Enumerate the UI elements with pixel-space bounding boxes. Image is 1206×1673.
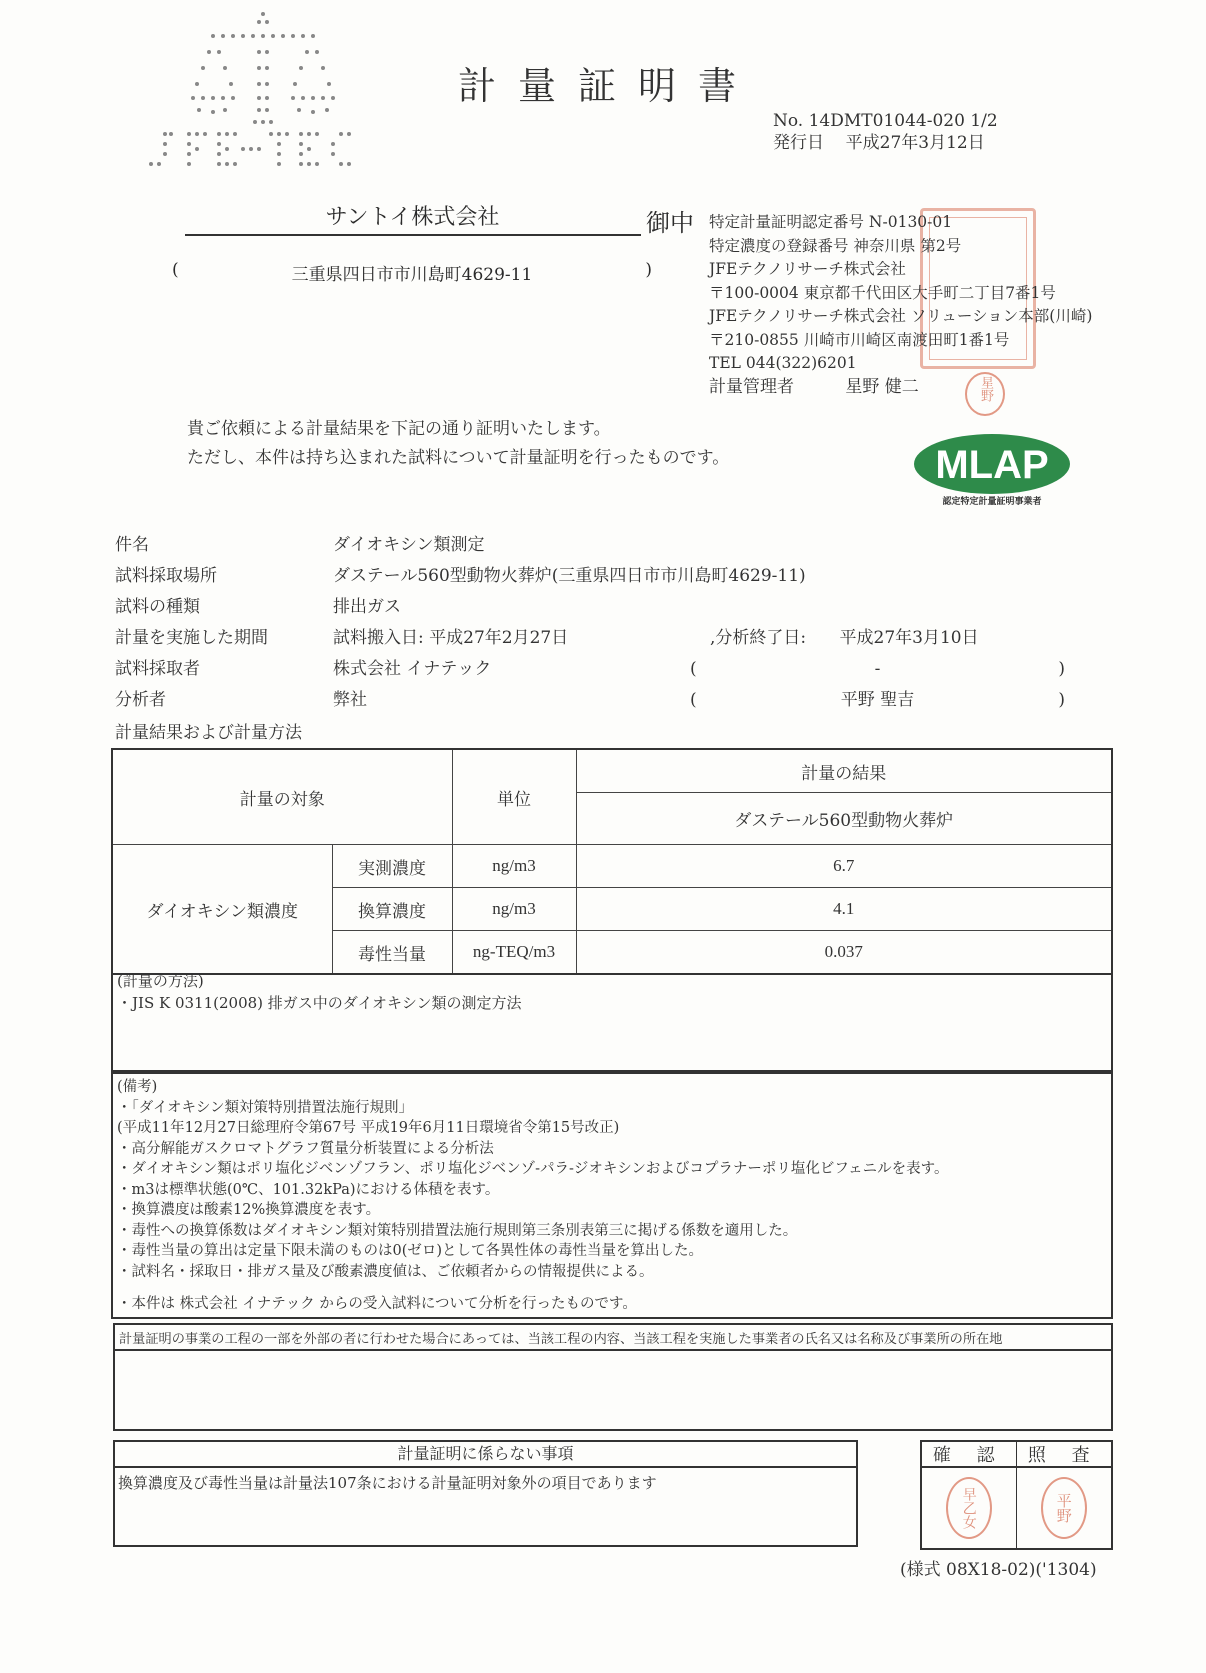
sampler-value: 株式会社 イナテック [333,659,492,679]
analyst-person-group: ( 平野 聖吉 ) [690,685,1065,716]
confirm-label: 確 認 [922,1442,1017,1468]
note-line-last: ・本件は 株式会社 イナテック からの受入試料について分析を行ったものです。 [117,1296,637,1312]
note-line: ・ダイオキシン類はポリ塩化ジベンゾフラン、ポリ塩化ジベンゾ-パラ-ジオキシンおよびコプラナーポリ塩化ビフェニルを表す。 [117,1161,949,1177]
location-value: ダステール560型動物火葬炉(三重県四日市市川島町4629-11) [333,566,806,586]
header-sample: ダステール560型動物火葬炉 [576,793,1112,845]
review-label: 照 査 [1017,1442,1112,1468]
issue-date-row [773,132,998,154]
issuer-address-2: 〒210-0855 川崎市川崎区南渡田町1番1号 [709,330,1010,349]
row-value: 4.1 [576,888,1112,931]
results-section-title: 計量結果および計量方法 [115,723,302,743]
row-item: 換算濃度 [332,888,452,931]
method-box [111,967,1113,1072]
period-end: 平成27年3月10日 [839,628,979,648]
certify-statement [187,415,729,473]
info-row-analyst [115,685,1065,716]
stamps-box [920,1440,1113,1550]
issuer-address-1: 〒100-0004 東京都千代田区大手町二丁目7番1号 [709,283,1056,302]
client-address-row [172,260,652,285]
svg-text:認定特定計量証明事業者: 認定特定計量証明事業者 [942,497,1042,507]
paren-close: ) [645,260,652,280]
non-certified-header: 計量証明に係らない事項 [115,1442,856,1468]
note-line: ・試料名・採取日・排ガス量及び酸素濃度値は、ご依頼者からの情報提供による。 [117,1263,654,1280]
non-certified-box [113,1440,858,1547]
issuer-division: JFEテクノリサーチ株式会社 ソリューション本部(川崎) [709,307,1093,325]
mlap-logo-icon [910,428,1075,508]
notes-box [111,1072,1113,1319]
sampler-person: - [874,659,881,679]
notes-title: (備考) [117,1079,158,1095]
sampler-person-group: ( - ) [690,654,1065,685]
jfe-tec-logo-icon [145,8,405,173]
table-header-row [112,749,1112,793]
info-row-sample-type [115,592,806,623]
info-row-location [115,561,806,592]
paren-open: ( [172,260,179,280]
note-line: ・毒性への換算係数はダイオキシン類対策特別措置法施行規則第三条別表第三に掲げる係数を適用した。 [117,1222,798,1239]
spacer [117,1282,1107,1294]
subject-label: 件名 [115,535,149,555]
method-title: (計量の方法) [117,972,204,990]
note-line: ・換算濃度は酸素12%換算濃度を表す。 [117,1202,381,1218]
registration-number: 特定濃度の登録番号 神奈川県 第2号 [709,236,962,255]
document-title: 計量証明書 [458,64,759,108]
period-end-label: ,分析終了日: [710,628,807,648]
row-unit: ng/m3 [452,845,576,888]
issuer-block [709,211,1092,399]
subject-value: ダイオキシン類測定 [333,535,485,555]
certify-line-1: 貴ご依頼による計量結果を下記の通り証明いたします。 [187,419,611,439]
row-value: 0.037 [576,931,1112,975]
header-result: 計量の結果 [576,749,1112,793]
sample-type-value: 排出ガス [333,597,401,617]
row-value: 6.7 [576,845,1112,888]
subcontract-header: 計量証明の事業の工程の一部を外部の者に行わせた場合にあっては、当該工程の内容、当該工程を実施した事業者の氏名又は名称及び事業所の所在地 [115,1325,1111,1351]
client-underline [185,234,641,236]
period-start-label: 試料搬入日: [333,628,424,648]
header-target: 計量の対象 [112,749,452,845]
confirm-stamp-cell [922,1468,1017,1548]
confirm-seal-icon: 早乙女 [946,1477,992,1539]
non-certified-body: 換算濃度及び毒性当量は計量法107条における計量証明対象外の項目であります [118,1474,657,1492]
table-row [112,845,1112,888]
period-label: 計量を実施した期間 [115,628,268,648]
location-label: 試料採取場所 [115,566,217,586]
group-label: ダイオキシン類濃度 [112,845,332,975]
header-unit: 単位 [452,749,576,845]
client-address: 三重県四日市市川島町4629-11 [291,265,533,285]
period-start: 平成27年2月27日 [429,628,569,648]
info-section [115,530,1065,716]
issue-date: 平成27年3月12日 [845,133,985,153]
row-item: 毒性当量 [332,931,452,975]
review-stamp-cell [1017,1468,1112,1548]
client-honorific: 御中 [646,209,694,237]
client-name: サントイ株式会社 [325,205,500,230]
review-seal-icon: 平野 [1041,1477,1087,1539]
method-line: ・JIS K 0311(2008) 排ガス中のダイオキシン類の測定方法 [117,994,522,1012]
info-row-subject [115,530,806,561]
note-line: ・m3は標準状態(0℃、101.32kPa)における体積を表す。 [117,1181,500,1198]
period-end-group [710,623,979,654]
document-meta [773,110,998,154]
results-table [111,748,1113,975]
issuer-company: JFEテクノリサーチ株式会社 [709,260,906,278]
analyst-person: 平野 聖吉 [840,690,915,710]
note-line: (平成11年12月27日総理府令第67号 平成19年6月11日環境省令第15号改正) [117,1120,620,1136]
row-unit: ng/m3 [452,888,576,931]
note-line: ・毒性当量の算出は定量下限未満のものは0(ゼロ)として各異性体の毒性当量を算出した。 [117,1243,704,1259]
issue-date-label: 発行日 [773,133,824,153]
sampler-label: 試料採取者 [115,659,200,679]
note-line: ・高分解能ガスクロマトグラフ質量分析装置による分析法 [117,1140,494,1157]
manager-label: 計量管理者 [709,376,794,397]
info-row-sampler [115,654,1065,685]
manager-name: 星野 健二 [845,376,919,397]
analyst-value: 弊社 [333,690,367,710]
document-number: No. 14DMT01044-020 1/2 [773,111,998,131]
note-line: ・「ダイオキシン類対策特別措置法施行規則」 [117,1099,414,1116]
subcontract-box [113,1323,1113,1431]
manager-row [709,376,1092,400]
svg-text:MLAP: MLAP [935,443,1049,487]
info-row-period [115,623,979,654]
sample-type-label: 試料の種類 [115,597,200,617]
form-code: (様式 08X18-02)('1304) [900,1560,1097,1580]
certify-line-2: ただし、本件は持ち込まれた試料について計量証明を行ったものです。 [187,448,730,468]
analyst-label: 分析者 [115,690,166,710]
cert-number: 特定計量証明認定番号 N-0130-01 [709,213,953,231]
row-item: 実測濃度 [332,845,452,888]
manager-seal-icon: 星野 [965,372,1005,416]
issuer-tel: TEL 044(322)6201 [709,354,857,372]
row-unit: ng-TEQ/m3 [452,931,576,975]
